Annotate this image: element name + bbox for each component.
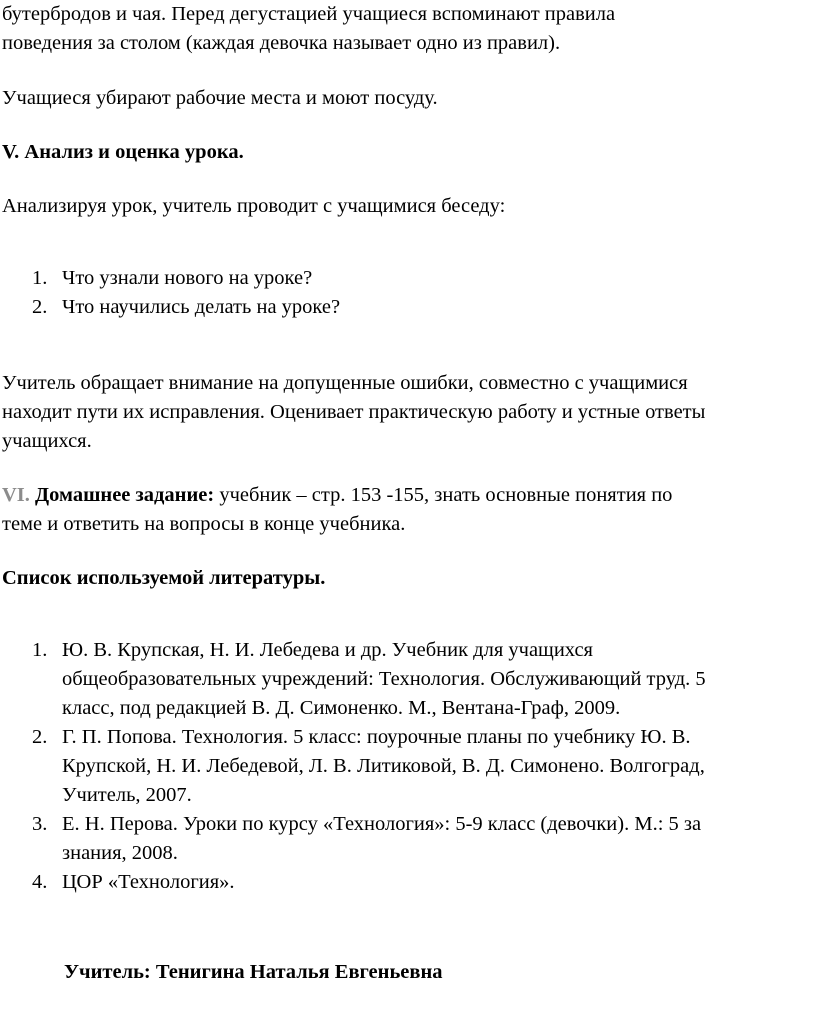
list-text: ЦОР «Технология». (62, 871, 235, 893)
list-text: Г. П. Попова. Технология. 5 класс: поурочные планы по учебнику Ю. В. (62, 726, 691, 748)
list-text: Учитель, 2007. (62, 784, 192, 806)
list-text: Ю. В. Крупская, Н. И. Лебедева и др. Учебник для учащихся (62, 639, 593, 661)
list-text: Е. Н. Перова. Уроки по курсу «Технология»: 5-9 класс (девочки). М.: 5 за (62, 813, 702, 835)
intro-line-1: бутербродов и чая. Перед дегустацией учащиеся вспоминают правила (2, 3, 616, 25)
conclusion-line-3: учащихся. (2, 430, 92, 452)
homework-line-2: теме и ответить на вопросы в конце учебника. (2, 513, 406, 535)
list-text: Что узнали нового на уроке? (62, 267, 313, 289)
section-5-intro: Анализируя урок, учитель проводит с учащимися беседу: (2, 195, 506, 217)
cleanup-paragraph: Учащиеся убирают рабочие места и моют посуду. (2, 87, 438, 109)
conclusion-line-2: находит пути их исправления. Оценивает практическую работу и устные ответы (2, 401, 706, 423)
section-5-heading: V. Анализ и оценка урока. (2, 141, 244, 163)
homework-label: Домашнее задание: (35, 484, 215, 506)
intro-line-2: поведения за столом (каждая девочка называет одно из правил). (2, 32, 561, 54)
list-number: 3. (32, 813, 48, 835)
section-6-numeral: VI. (2, 484, 30, 506)
teacher-signature: Учитель: Тенигина Наталья Евгеньевна (64, 961, 443, 983)
homework-paragraph (2, 481, 672, 509)
list-text: класс, под редакцией В. Д. Симоненко. М., Вентана-Граф, 2009. (62, 697, 621, 719)
list-text: общеобразовательных учреждений: Технология. Обслуживающий труд. 5 (62, 668, 706, 690)
list-number: 1. (32, 267, 48, 289)
list-number: 4. (32, 871, 48, 893)
conclusion-line-1: Учитель обращает внимание на допущенные ошибки, совместно с учащимися (2, 372, 688, 394)
list-text: Что научились делать на уроке? (62, 296, 341, 318)
homework-text: учебник – стр. 153 -155, знать основные понятия по (214, 484, 673, 506)
references-heading: Список используемой литературы. (2, 567, 326, 589)
list-number: 2. (32, 296, 48, 318)
list-number: 1. (32, 639, 48, 661)
list-text: Крупской, Н. И. Лебедевой, Л. В. Литиковой, В. Д. Симонено. Волгоград, (62, 755, 705, 777)
list-number: 2. (32, 726, 48, 748)
list-text: знания, 2008. (62, 842, 178, 864)
